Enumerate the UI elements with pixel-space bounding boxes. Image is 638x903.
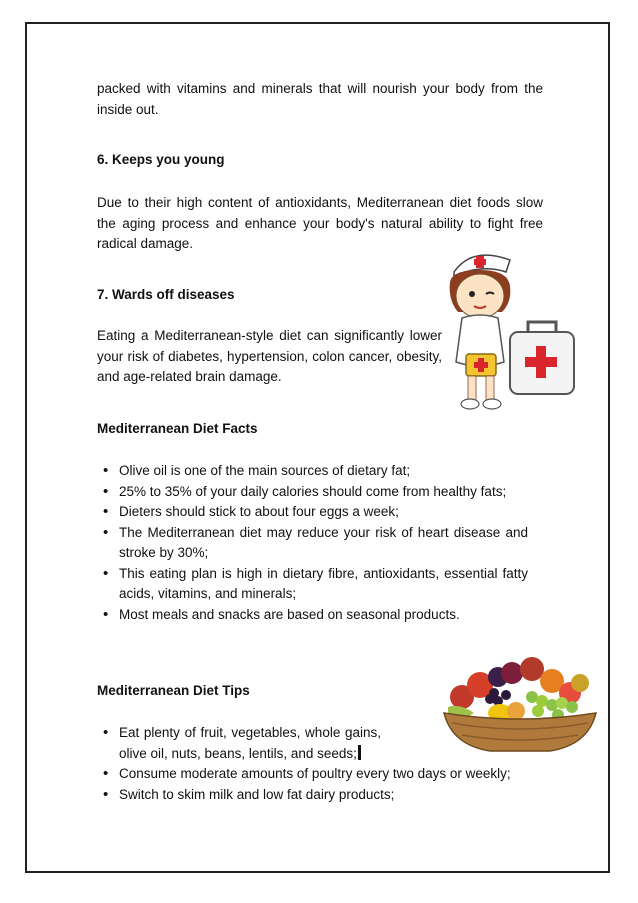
paragraph-keeps-young: Due to their high content of antioxidants, Mediterranean diet foods slow the aging process and enhance your body's natural ability to fight free radical damage.	[97, 195, 543, 251]
text-cursor	[358, 745, 361, 760]
paragraph-wards-off-diseases: Eating a Mediterranean-style diet can significantly lower your risk of diabetes, hypertension, colon cancer, obesity, and age-related brain damage.	[97, 328, 442, 384]
list-item: • The Mediterranean diet may reduce your risk of heart disease and stroke by 30%;	[82, 523, 528, 564]
list-item	[82, 723, 381, 764]
heading-keeps-young: 6. Keeps you young	[97, 152, 225, 167]
nurse-illustration	[432, 242, 582, 414]
tip-text: Eat plenty of fruit, vegetables, whole gains, olive oil, nuts, beans, lentils, and seeds;	[119, 725, 381, 761]
facts-list	[82, 461, 528, 625]
heading-diet-tips: Mediterranean Diet Tips	[97, 683, 250, 698]
heading-wards-off-diseases: 7. Wards off diseases	[97, 287, 235, 302]
list-item: • 25% to 35% of your daily calories should come from healthy fats;	[82, 482, 528, 503]
list-item: • Olive oil is one of the main sources of dietary fat;	[82, 461, 528, 482]
list-item: • Dieters should stick to about four eggs a week;	[82, 502, 528, 523]
list-item: • Most meals and snacks are based on seasonal products.	[82, 605, 528, 626]
first-aid-kit-icon	[510, 322, 574, 394]
fruit-basket-illustration	[440, 655, 600, 755]
list-item: • Switch to skim milk and low fat dairy products;	[82, 785, 528, 806]
heading-diet-facts: Mediterranean Diet Facts	[97, 421, 258, 436]
list-item: • This eating plan is high in dietary fibre, antioxidants, essential fatty acids, vitamins, and minerals;	[82, 564, 528, 605]
intro-paragraph: packed with vitamins and minerals that will nourish your body from the inside out.	[97, 81, 543, 117]
list-item: • Consume moderate amounts of poultry every two days or weekly;	[82, 764, 528, 785]
